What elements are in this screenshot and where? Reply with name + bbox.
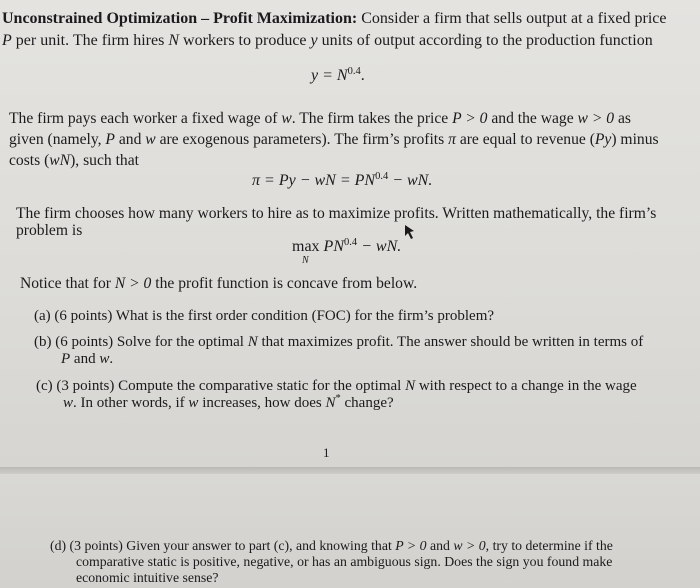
question-d-label: (d) bbox=[50, 538, 67, 553]
question-c-label: (c) bbox=[36, 378, 53, 394]
question-a-label: (a) bbox=[34, 308, 51, 324]
notice-line: Notice that for N > 0 the profit function is concave from below. bbox=[20, 275, 418, 292]
para3-line-2: problem is bbox=[16, 222, 83, 239]
mouse-cursor-icon bbox=[401, 222, 417, 242]
profit-equation: π = Py − wN = $PN^{0.4}$ − wN. bbox=[252, 171, 433, 189]
page-divider bbox=[0, 467, 700, 474]
para2-line-1: The firm pays each worker a fixed wage of w. The firm takes the price P > 0 and the wage w > 0 as bbox=[9, 110, 631, 127]
intro-line-1: Unconstrained Optimization – Profit Maximization: Consider a firm that sells output at a fixed price bbox=[2, 10, 667, 27]
question-d-line-2: comparative static is positive, negative, or has an ambiguous sign. Does the sign you found make bbox=[76, 554, 613, 569]
section-heading: Unconstrained Optimization – Profit Maximization: bbox=[2, 10, 358, 27]
production-function-equation: $y = N^{0.4}$. bbox=[311, 66, 365, 84]
question-b-line-2: P and w. bbox=[61, 351, 114, 367]
question-d-line-1: (d) (3 points) Given your answer to part (c), and knowing that P > 0 and w > 0, try to determine if the bbox=[50, 538, 613, 553]
maximization-problem: $\max PN^{0.4}$ − wN. bbox=[292, 237, 402, 255]
question-b-line-1: (b) (6 points) Solve for the optimal N that maximizes profit. The answer should be written in terms of bbox=[34, 334, 644, 350]
intro-line-2: P per unit. The firm hires N workers to produce y units of output according to the production function bbox=[2, 32, 653, 49]
para2-line-2: given (namely, P and w are exogenous parameters). The firm’s profits π are equal to revenue (Py) minus bbox=[9, 131, 659, 148]
question-c-line-2: w. In other words, if w increases, how does N* change? bbox=[63, 393, 394, 411]
page-number: 1 bbox=[323, 445, 330, 460]
max-subscript: N bbox=[302, 255, 309, 266]
para2-line-3: costs (wN), such that bbox=[9, 152, 139, 169]
question-a: (a) (6 points) What is the first order condition (FOC) for the firm’s problem? bbox=[34, 308, 495, 324]
question-c-line-1: (c) (3 points) Compute the comparative static for the optimal N with respect to a change in the wage bbox=[36, 378, 637, 394]
question-d-line-3: economic intuitive sense? bbox=[76, 570, 219, 585]
para3-line-1: The firm chooses how many workers to hire as to maximize profits. Written mathematically, the firm’s bbox=[16, 205, 657, 222]
question-b-label: (b) bbox=[34, 334, 52, 350]
